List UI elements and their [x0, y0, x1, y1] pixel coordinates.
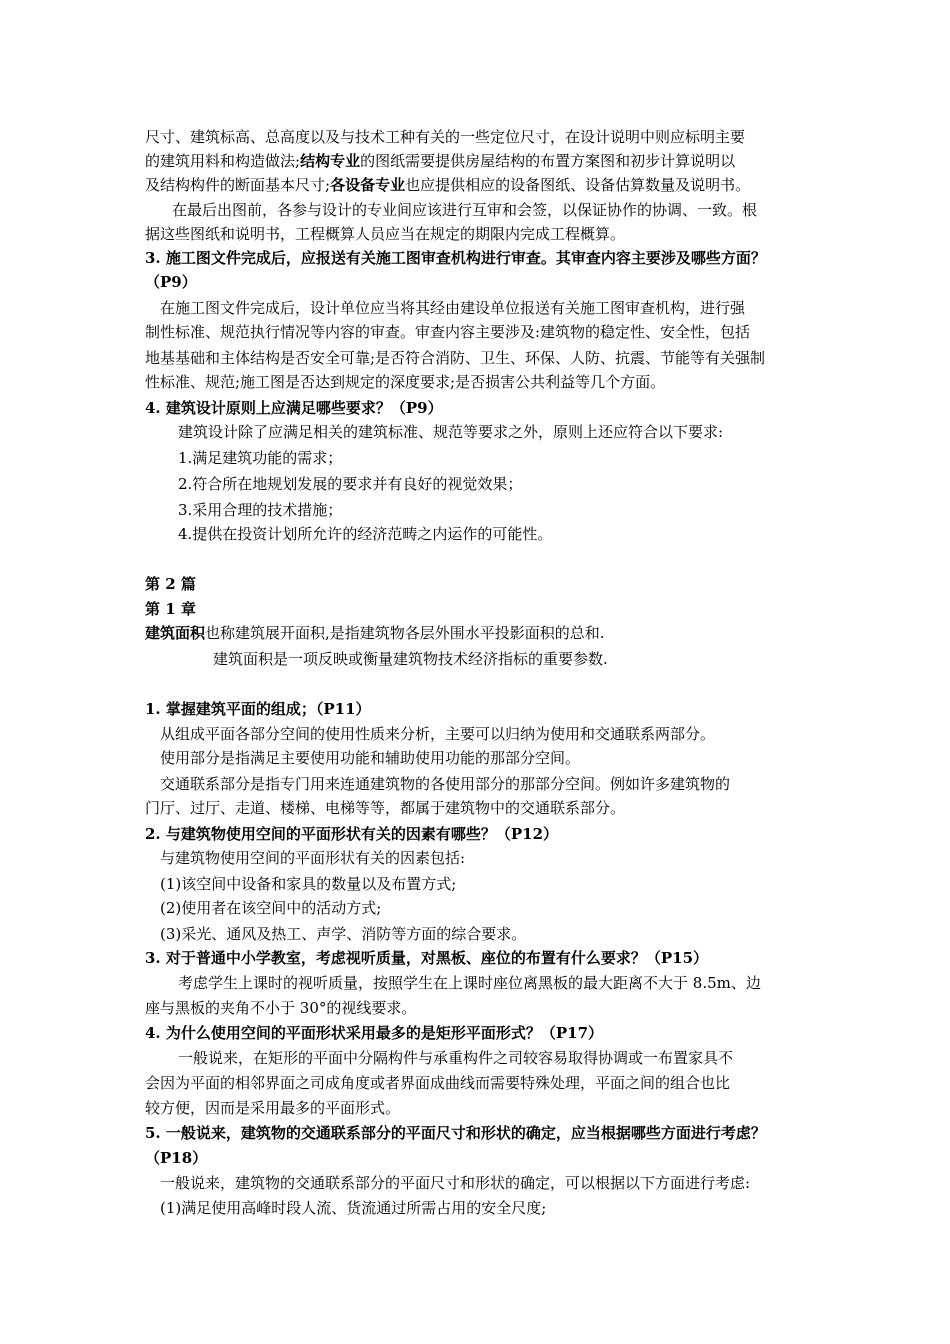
question-heading: 1. 掌握建筑平面的组成；（P11） [145, 700, 371, 718]
structure-specialty-emphasis: 结构专业 [300, 152, 361, 170]
question-heading: 3. 对于普通中小学教室，考虑视听质量，对黑板、座位的布置有什么要求？（P15） [145, 949, 709, 967]
paragraph-line: 一般说来，建筑物的交通联系部分的平面尺寸和形状的确定，可以根据以下方面进行考虑: [160, 1174, 751, 1192]
definition-line: 建筑面积也称建筑展开面积,是指建筑物各层外围水平投影面积的总和. [145, 624, 605, 642]
question-page-ref: （P9） [145, 273, 197, 291]
text-line: 制性标准、规范执行情况等内容的审查。审查内容主要涉及:建筑物的稳定性、安全性，包括 [145, 323, 751, 341]
list-item: (1)满足使用高峰时段人流、货流通过所需占用的安全尺度; [160, 1199, 547, 1217]
text-line: 及结构构件的断面基本尺寸;各设备专业也应提供相应的设备图纸、设备估算数量及说明书。 [145, 176, 751, 194]
text-line: 据这些图纸和说明书，工程概算人员应当在规定的期限内完成工程概算。 [145, 225, 626, 243]
equipment-specialty-emphasis: 各设备专业 [330, 176, 406, 194]
question-heading: 4. 建筑设计原则上应满足哪些要求？（P9） [145, 399, 443, 417]
paragraph-line: 使用部分是指满足主要使用功能和辅助使用功能的那部分空间。 [160, 749, 581, 767]
text-line: 座与黑板的夹角不小于 30°的视线要求。 [145, 999, 417, 1017]
text-line: 地基基础和主体结构是否安全可靠;是否符合消防、卫生、环保、人防、抗震、节能等有关强制 [145, 349, 766, 367]
question-heading: 4. 为什么使用空间的平面形状采用最多的是矩形平面形式？（P17） [145, 1024, 604, 1042]
paragraph-line: 从组成平面各部分空间的使用性质来分析，主要可以归纳为使用和交通联系两部分。 [160, 725, 716, 743]
list-item: 3.采用合理的技术措施； [178, 501, 343, 519]
paragraph-line: 与建筑物使用空间的平面形状有关的因素包括: [160, 849, 466, 867]
list-item: 2.符合所在地规划发展的要求并有良好的视觉效果； [178, 475, 523, 493]
text-line: 尺寸、建筑标高、总高度以及与技术工种有关的一些定位尺寸，在设计说明中则应标明主要 [145, 128, 746, 146]
list-item: (3)采光、通风及热工、声学、消防等方面的综合要求。 [160, 925, 527, 943]
text-line: 较方便，因而是采用最多的平面形式。 [145, 1099, 401, 1117]
question-page-ref: （P18） [145, 1149, 208, 1167]
chapter-heading: 第 1 章 [145, 600, 196, 618]
text-line: 会因为平面的相邻界面之司成角度或者界面成曲线而需要特殊处理，平面之间的组合也比 [145, 1074, 731, 1092]
list-item: (2)使用者在该空间中的活动方式; [160, 899, 382, 917]
question-heading: 5. 一般说来，建筑物的交通联系部分的平面尺寸和形状的确定，应当根据哪些方面进行考虑？ [145, 1124, 766, 1142]
part-heading: 第 2 篇 [145, 575, 196, 593]
question-heading: 2. 与建筑物使用空间的平面形状有关的因素有哪些？（P12） [145, 825, 559, 843]
text-line: 性标准、规范;施工图是否达到规定的深度要求;是否损害公共利益等几个方面。 [145, 373, 666, 391]
list-item: 1.满足建筑功能的需求； [178, 449, 343, 467]
paragraph-line: 在施工图文件完成后，设计单位应当将其经由建设单位报送有关施工图审查机构，进行强 [160, 299, 746, 317]
list-item: 4.提供在投资计划所允许的经济范畴之内运作的可能性。 [178, 525, 553, 543]
list-item: (1)该空间中设备和家具的数量以及布置方式; [160, 875, 457, 893]
paragraph-line: 在最后出图前，各参与设计的专业间应该进行互审和会签，以保证协作的协调、一致。根 [172, 201, 758, 219]
term-building-area: 建筑面积 [145, 624, 206, 642]
paragraph-line: 一般说来，在矩形的平面中分隔构件与承重构件之司较容易取得协调或一布置家具不 [178, 1049, 734, 1067]
text-line: 门厅、过厅、走道、楼梯、电梯等等，都属于建筑物中的交通联系部分。 [145, 799, 626, 817]
text-line: 的建筑用料和构造做法;结构专业的图纸需要提供房屋结构的布置方案图和初步计算说明以 [145, 152, 736, 170]
paragraph-line: 建筑面积是一项反映或衡量建筑物技术经济指标的重要参数. [213, 650, 608, 668]
paragraph-line: 建筑设计除了应满足相关的建筑标准、规范等要求之外，原则上还应符合以下要求: [178, 423, 724, 441]
paragraph-line: 交通联系部分是指专门用来连通建筑物的各使用部分的那部分空间。例如许多建筑物的 [160, 775, 731, 793]
question-heading: 3. 施工图文件完成后，应报送有关施工图审查机构进行审查。其审查内容主要涉及哪些方面？ [145, 249, 766, 267]
paragraph-line: 考虑学生上课时的视听质量，按照学生在上课时座位离黑板的最大距离不大于 8.5m、边 [178, 974, 761, 992]
